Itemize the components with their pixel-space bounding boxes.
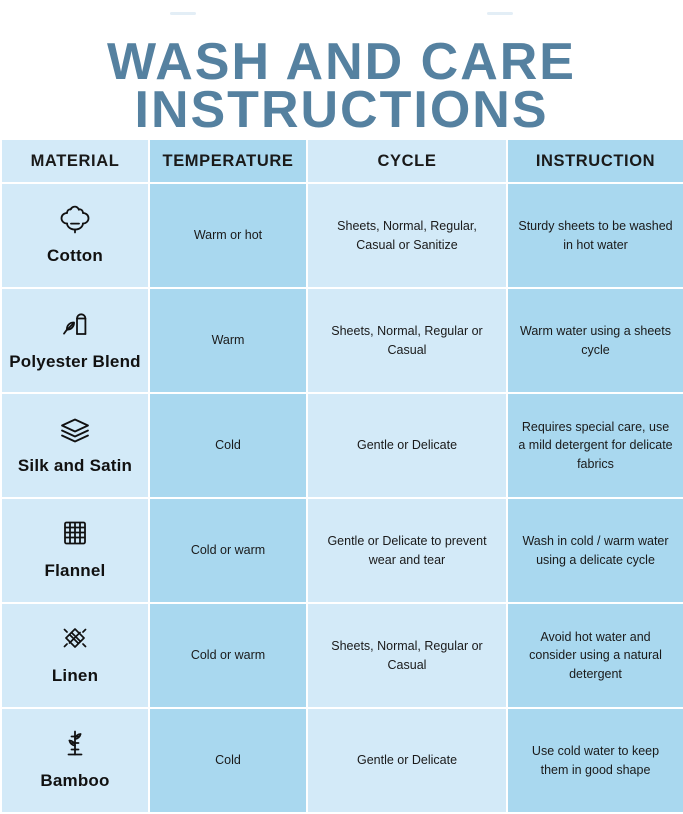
folded-fabric-icon bbox=[52, 408, 98, 448]
cycle-text: Sheets, Normal, Regular or Casual bbox=[331, 324, 483, 357]
cotton-boll-icon bbox=[52, 198, 98, 238]
care-table bbox=[0, 138, 683, 814]
table-body bbox=[1, 183, 683, 813]
material-cell-bamboo bbox=[1, 708, 149, 813]
material-label: Cotton bbox=[47, 246, 103, 266]
instruction-cell bbox=[507, 183, 683, 288]
table-row bbox=[1, 498, 683, 603]
cycle-cell bbox=[307, 498, 507, 603]
instruction-text: Warm water using a sheets cycle bbox=[520, 324, 671, 357]
material-label: Silk and Satin bbox=[17, 456, 133, 476]
page-title-line-1: WASH AND CARE bbox=[107, 33, 576, 91]
table-row bbox=[1, 603, 683, 708]
temperature-text: Cold bbox=[215, 438, 241, 453]
temperature-cell bbox=[149, 393, 307, 498]
top-mark-right bbox=[487, 12, 513, 15]
column-header-material: MATERIAL bbox=[1, 139, 149, 183]
instruction-cell bbox=[507, 498, 683, 603]
page-title-line-2: INSTRUCTIONS bbox=[134, 81, 549, 140]
column-header-cycle: CYCLE bbox=[307, 139, 507, 183]
material-label: Polyester Blend bbox=[9, 351, 141, 371]
material-label: Linen bbox=[51, 666, 99, 686]
temperature-text: Warm bbox=[211, 333, 245, 348]
temperature-text: Cold or warm bbox=[190, 543, 266, 558]
instruction-text: Sturdy sheets to be washed in hot water bbox=[518, 219, 673, 252]
flannel-grid-icon bbox=[52, 513, 98, 553]
temperature-cell bbox=[149, 183, 307, 288]
material-label: Bamboo bbox=[40, 771, 110, 791]
table-header-row bbox=[1, 139, 683, 183]
instruction-text: Use cold water to keep them in good shape bbox=[531, 744, 660, 777]
temperature-cell bbox=[149, 603, 307, 708]
material-label: Flannel bbox=[44, 561, 106, 581]
table-row bbox=[1, 183, 683, 288]
cycle-text: Gentle or Delicate to prevent wear and tear bbox=[327, 534, 487, 567]
temperature-text: Cold bbox=[215, 753, 241, 768]
cycle-text: Gentle or Delicate bbox=[356, 753, 458, 768]
temperature-text: Warm or hot bbox=[193, 228, 263, 243]
cycle-text: Sheets, Normal, Regular or Casual bbox=[331, 639, 483, 672]
temperature-cell bbox=[149, 288, 307, 393]
cycle-cell bbox=[307, 603, 507, 708]
table-header bbox=[1, 139, 683, 183]
instruction-text: Avoid hot water and consider using a natural detergent bbox=[529, 630, 662, 681]
table-row bbox=[1, 393, 683, 498]
temperature-cell bbox=[149, 708, 307, 813]
cycle-text: Sheets, Normal, Regular, Casual or Sanitize bbox=[337, 219, 477, 252]
page-title bbox=[0, 33, 683, 140]
temperature-text: Cold or warm bbox=[190, 648, 266, 663]
instruction-cell bbox=[507, 393, 683, 498]
instruction-cell bbox=[507, 708, 683, 813]
material-cell-silk-and-satin bbox=[1, 393, 149, 498]
instruction-cell bbox=[507, 288, 683, 393]
cycle-cell bbox=[307, 393, 507, 498]
temperature-cell bbox=[149, 498, 307, 603]
column-header-temperature: TEMPERATURE bbox=[149, 139, 307, 183]
material-cell-flannel bbox=[1, 498, 149, 603]
cycle-cell bbox=[307, 708, 507, 813]
top-mark-left bbox=[170, 12, 196, 15]
material-cell-linen bbox=[1, 603, 149, 708]
column-header-instruction: INSTRUCTION bbox=[507, 139, 683, 183]
cycle-cell bbox=[307, 183, 507, 288]
material-cell-cotton bbox=[1, 183, 149, 288]
bamboo-stalk-icon bbox=[52, 723, 98, 763]
instruction-cell bbox=[507, 603, 683, 708]
polyester-blend-icon bbox=[52, 306, 98, 346]
material-cell-polyester-blend bbox=[1, 288, 149, 393]
linen-weave-icon bbox=[52, 618, 98, 658]
cycle-cell bbox=[307, 288, 507, 393]
instruction-text: Requires special care, use a mild detergent for delicate fabrics bbox=[518, 420, 673, 471]
instruction-text: Wash in cold / warm water using a delicate cycle bbox=[522, 534, 669, 567]
table-row bbox=[1, 708, 683, 813]
cycle-text: Gentle or Delicate bbox=[356, 438, 458, 453]
top-margin-marks bbox=[0, 0, 683, 26]
table-row bbox=[1, 288, 683, 393]
